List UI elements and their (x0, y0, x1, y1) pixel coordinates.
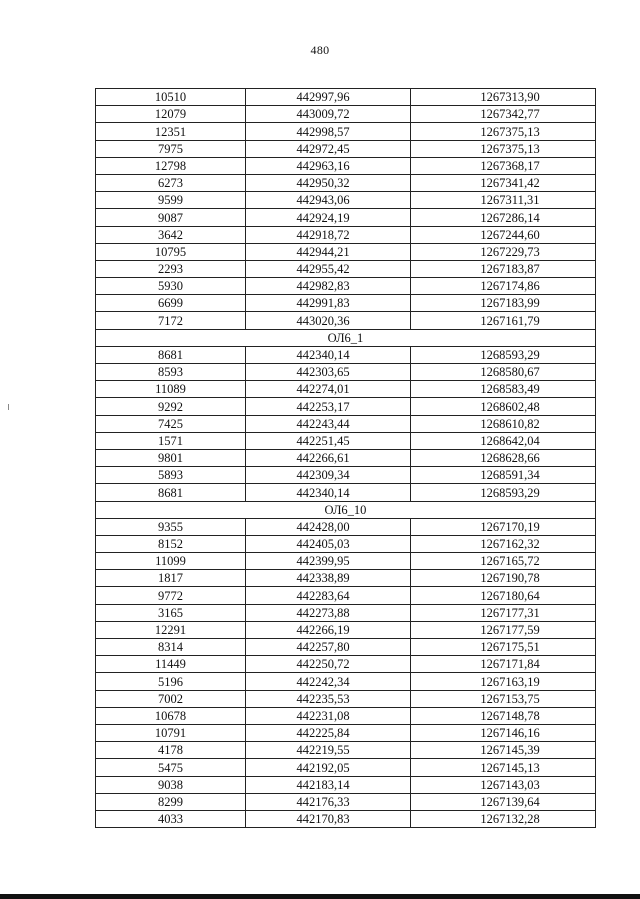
section-label: ОЛ6_10 (96, 501, 596, 518)
table-row (96, 123, 596, 140)
point-id-cell: 5893 (96, 467, 246, 484)
x-coordinate-cell: 442183,14 (246, 776, 411, 793)
table-row (96, 570, 596, 587)
table-row (96, 346, 596, 363)
table-row (96, 364, 596, 381)
y-coordinate-cell: 1267368,17 (411, 157, 596, 174)
point-id-cell: 10791 (96, 724, 246, 741)
x-coordinate-cell: 442274,01 (246, 381, 411, 398)
table-row (96, 759, 596, 776)
section-header-row (96, 329, 596, 346)
x-coordinate-cell: 442242,34 (246, 673, 411, 690)
x-coordinate-cell: 442338,89 (246, 570, 411, 587)
x-coordinate-cell: 442950,32 (246, 174, 411, 191)
scan-bottom-edge (0, 894, 640, 899)
y-coordinate-cell: 1267170,19 (411, 518, 596, 535)
x-coordinate-cell: 442405,03 (246, 535, 411, 552)
point-id-cell: 11099 (96, 553, 246, 570)
table-row (96, 398, 596, 415)
point-id-cell: 2293 (96, 260, 246, 277)
x-coordinate-cell: 442225,84 (246, 724, 411, 741)
table-row (96, 707, 596, 724)
point-id-cell: 7425 (96, 415, 246, 432)
x-coordinate-cell: 442303,65 (246, 364, 411, 381)
point-id-cell: 9292 (96, 398, 246, 415)
point-id-cell: 5196 (96, 673, 246, 690)
table-row (96, 140, 596, 157)
table-row (96, 226, 596, 243)
y-coordinate-cell: 1267190,78 (411, 570, 596, 587)
table-row (96, 174, 596, 191)
point-id-cell: 12079 (96, 106, 246, 123)
table-row (96, 553, 596, 570)
x-coordinate-cell: 442972,45 (246, 140, 411, 157)
y-coordinate-cell: 1268602,48 (411, 398, 596, 415)
point-id-cell: 7975 (96, 140, 246, 157)
x-coordinate-cell: 442991,83 (246, 295, 411, 312)
y-coordinate-cell: 1267174,86 (411, 278, 596, 295)
table-row (96, 621, 596, 638)
y-coordinate-cell: 1267163,19 (411, 673, 596, 690)
x-coordinate-cell: 442257,80 (246, 639, 411, 656)
point-id-cell: 8593 (96, 364, 246, 381)
x-coordinate-cell: 442251,45 (246, 432, 411, 449)
point-id-cell: 6273 (96, 174, 246, 191)
x-coordinate-cell: 443009,72 (246, 106, 411, 123)
x-coordinate-cell: 442340,14 (246, 346, 411, 363)
point-id-cell: 8152 (96, 535, 246, 552)
section-label: ОЛ6_1 (96, 329, 596, 346)
y-coordinate-cell: 1267375,13 (411, 140, 596, 157)
x-coordinate-cell: 442176,33 (246, 793, 411, 810)
y-coordinate-cell: 1267313,90 (411, 89, 596, 106)
table-row (96, 587, 596, 604)
y-coordinate-cell: 1267342,77 (411, 106, 596, 123)
x-coordinate-cell: 442170,83 (246, 810, 411, 827)
point-id-cell: 10510 (96, 89, 246, 106)
x-coordinate-cell: 442266,19 (246, 621, 411, 638)
x-coordinate-cell: 442998,57 (246, 123, 411, 140)
y-coordinate-cell: 1267161,79 (411, 312, 596, 329)
y-coordinate-cell: 1268593,29 (411, 346, 596, 363)
point-id-cell: 10678 (96, 707, 246, 724)
point-id-cell: 9599 (96, 192, 246, 209)
point-id-cell: 8299 (96, 793, 246, 810)
table-row (96, 432, 596, 449)
x-coordinate-cell: 442231,08 (246, 707, 411, 724)
point-id-cell: 7002 (96, 690, 246, 707)
point-id-cell: 5475 (96, 759, 246, 776)
table-row (96, 484, 596, 501)
y-coordinate-cell: 1267132,28 (411, 810, 596, 827)
table-row (96, 381, 596, 398)
table-row (96, 724, 596, 741)
table-row (96, 106, 596, 123)
point-id-cell: 11449 (96, 656, 246, 673)
x-coordinate-cell: 443020,36 (246, 312, 411, 329)
table-row (96, 192, 596, 209)
x-coordinate-cell: 442428,00 (246, 518, 411, 535)
x-coordinate-cell: 442955,42 (246, 260, 411, 277)
x-coordinate-cell: 442982,83 (246, 278, 411, 295)
x-coordinate-cell: 442309,34 (246, 467, 411, 484)
table-row (96, 278, 596, 295)
table-row (96, 690, 596, 707)
y-coordinate-cell: 1267162,32 (411, 535, 596, 552)
x-coordinate-cell: 442219,55 (246, 742, 411, 759)
x-coordinate-cell: 442918,72 (246, 226, 411, 243)
point-id-cell: 3165 (96, 604, 246, 621)
point-id-cell: 1571 (96, 432, 246, 449)
x-coordinate-cell: 442283,64 (246, 587, 411, 604)
y-coordinate-cell: 1267165,72 (411, 553, 596, 570)
table-row (96, 209, 596, 226)
y-coordinate-cell: 1267229,73 (411, 243, 596, 260)
point-id-cell: 9355 (96, 518, 246, 535)
scan-margin-mark (8, 404, 9, 410)
y-coordinate-cell: 1268610,82 (411, 415, 596, 432)
x-coordinate-cell: 442266,61 (246, 449, 411, 466)
y-coordinate-cell: 1268580,67 (411, 364, 596, 381)
y-coordinate-cell: 1268628,66 (411, 449, 596, 466)
y-coordinate-cell: 1267183,99 (411, 295, 596, 312)
y-coordinate-cell: 1267175,51 (411, 639, 596, 656)
y-coordinate-cell: 1267143,03 (411, 776, 596, 793)
point-id-cell: 9038 (96, 776, 246, 793)
y-coordinate-cell: 1267145,39 (411, 742, 596, 759)
x-coordinate-cell: 442399,95 (246, 553, 411, 570)
table-row (96, 793, 596, 810)
point-id-cell: 10795 (96, 243, 246, 260)
y-coordinate-cell: 1267286,14 (411, 209, 596, 226)
table-row (96, 157, 596, 174)
point-id-cell: 11089 (96, 381, 246, 398)
y-coordinate-cell: 1267341,42 (411, 174, 596, 191)
table-row (96, 604, 596, 621)
x-coordinate-cell: 442963,16 (246, 157, 411, 174)
table-row (96, 776, 596, 793)
y-coordinate-cell: 1267311,31 (411, 192, 596, 209)
x-coordinate-cell: 442997,96 (246, 89, 411, 106)
point-id-cell: 8681 (96, 346, 246, 363)
y-coordinate-cell: 1267171,84 (411, 656, 596, 673)
point-id-cell: 12798 (96, 157, 246, 174)
table-row (96, 535, 596, 552)
y-coordinate-cell: 1267177,59 (411, 621, 596, 638)
table-row (96, 260, 596, 277)
table-row (96, 312, 596, 329)
x-coordinate-cell: 442250,72 (246, 656, 411, 673)
x-coordinate-cell: 442944,21 (246, 243, 411, 260)
table-row (96, 449, 596, 466)
x-coordinate-cell: 442243,44 (246, 415, 411, 432)
coordinates-table (95, 88, 596, 828)
table-row (96, 295, 596, 312)
table-row (96, 243, 596, 260)
table-row (96, 518, 596, 535)
y-coordinate-cell: 1268591,34 (411, 467, 596, 484)
y-coordinate-cell: 1267177,31 (411, 604, 596, 621)
y-coordinate-cell: 1268583,49 (411, 381, 596, 398)
y-coordinate-cell: 1268642,04 (411, 432, 596, 449)
y-coordinate-cell: 1268593,29 (411, 484, 596, 501)
y-coordinate-cell: 1267148,78 (411, 707, 596, 724)
page-number: 480 (310, 43, 330, 57)
x-coordinate-cell: 442273,88 (246, 604, 411, 621)
y-coordinate-cell: 1267145,13 (411, 759, 596, 776)
point-id-cell: 4178 (96, 742, 246, 759)
y-coordinate-cell: 1267183,87 (411, 260, 596, 277)
section-header-row (96, 501, 596, 518)
y-coordinate-cell: 1267375,13 (411, 123, 596, 140)
point-id-cell: 12291 (96, 621, 246, 638)
point-id-cell: 7172 (96, 312, 246, 329)
table-row (96, 810, 596, 827)
x-coordinate-cell: 442235,53 (246, 690, 411, 707)
point-id-cell: 9801 (96, 449, 246, 466)
x-coordinate-cell: 442192,05 (246, 759, 411, 776)
y-coordinate-cell: 1267244,60 (411, 226, 596, 243)
point-id-cell: 8314 (96, 639, 246, 656)
table-row (96, 656, 596, 673)
x-coordinate-cell: 442253,17 (246, 398, 411, 415)
table-row (96, 467, 596, 484)
y-coordinate-cell: 1267153,75 (411, 690, 596, 707)
x-coordinate-cell: 442943,06 (246, 192, 411, 209)
point-id-cell: 9772 (96, 587, 246, 604)
table-row (96, 742, 596, 759)
x-coordinate-cell: 442924,19 (246, 209, 411, 226)
point-id-cell: 6699 (96, 295, 246, 312)
y-coordinate-cell: 1267146,16 (411, 724, 596, 741)
point-id-cell: 5930 (96, 278, 246, 295)
point-id-cell: 8681 (96, 484, 246, 501)
point-id-cell: 4033 (96, 810, 246, 827)
point-id-cell: 9087 (96, 209, 246, 226)
table-row (96, 89, 596, 106)
point-id-cell: 1817 (96, 570, 246, 587)
table-row (96, 673, 596, 690)
table-row (96, 415, 596, 432)
table-row (96, 639, 596, 656)
point-id-cell: 12351 (96, 123, 246, 140)
coordinates-table-body (96, 89, 596, 828)
y-coordinate-cell: 1267180,64 (411, 587, 596, 604)
x-coordinate-cell: 442340,14 (246, 484, 411, 501)
point-id-cell: 3642 (96, 226, 246, 243)
y-coordinate-cell: 1267139,64 (411, 793, 596, 810)
